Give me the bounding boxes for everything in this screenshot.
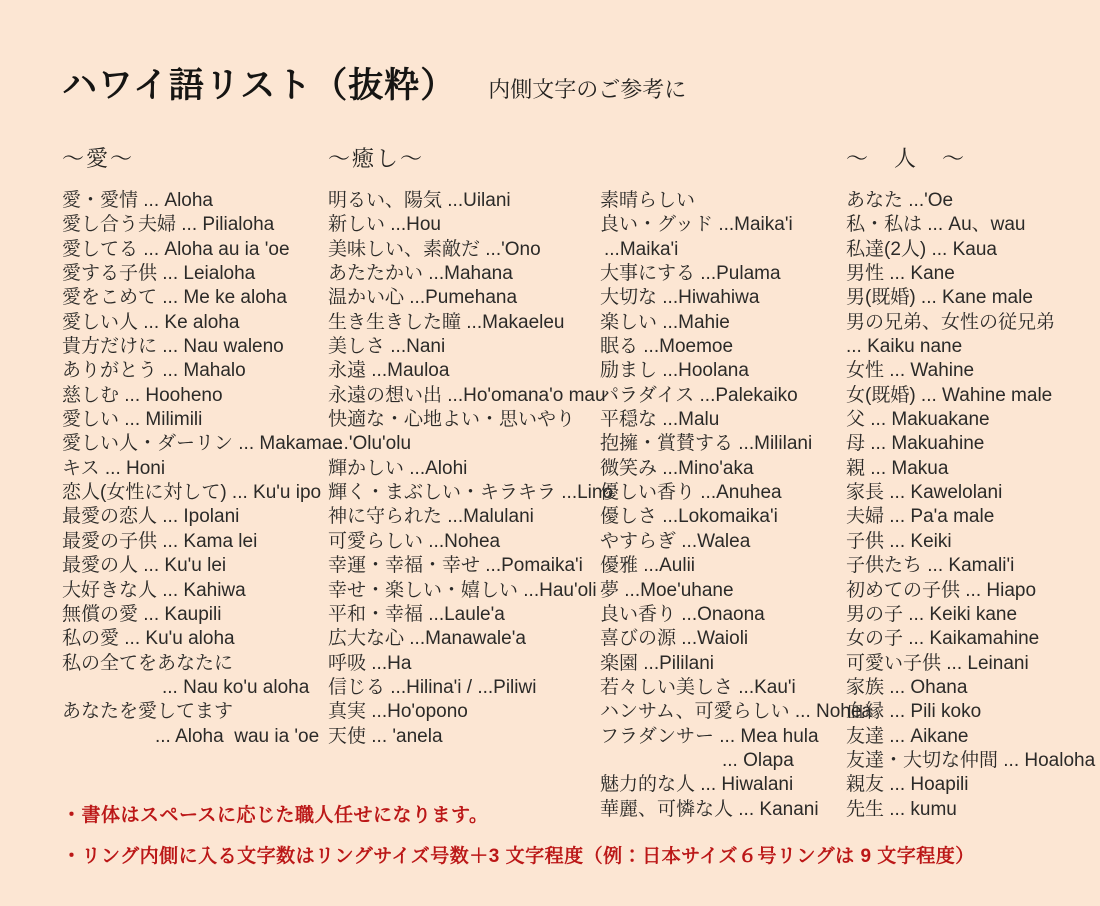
- word-column-healing: [328, 146, 613, 749]
- list-item: 信じる ...Hilina'i / ...Piliwi: [328, 676, 537, 698]
- list-item: 大切な ...Hiwahiwa: [600, 287, 760, 309]
- list-item: 可愛らしい ...Nohea: [328, 530, 501, 552]
- list-item: 最愛の恋人 ... Ipolani: [62, 506, 240, 528]
- list-item: 輝く・まぶしい・キラキラ ...Lino: [328, 482, 614, 504]
- list-item: 微笑み ...Mino'aka: [600, 457, 754, 479]
- list-item: 愛しい ... Milimili: [62, 409, 203, 431]
- list-item: 美味しい、素敵だ ...'Ono: [328, 238, 541, 260]
- title-bar: [62, 58, 686, 108]
- list-item: 女性 ... Wahine: [846, 360, 975, 382]
- list-item: 血縁 ... Pili koko: [846, 701, 982, 723]
- list-item: 幸せ・楽しい・嬉しい ...Hau'oli: [328, 579, 597, 601]
- list-item: 夢 ...Moe'uhane: [600, 579, 734, 601]
- list-item: 呼吸 ...Ha: [328, 652, 412, 674]
- column-header: [600, 146, 872, 172]
- list-item: 良い・グッド ...Maika'i: [600, 214, 793, 236]
- list-item: 平和・幸福 ...Laule'a: [328, 603, 505, 625]
- list-item: 家族 ... Ohana: [846, 676, 968, 698]
- list-item: 魅力的な人 ... Hiwalani: [600, 774, 794, 796]
- list-item: 子供たち ... Kamali'i: [846, 555, 1015, 577]
- column-header: 〜癒し〜: [328, 146, 425, 171]
- word-column-love: [62, 146, 343, 749]
- list-item: 幸運・幸福・幸せ ...Pomaika'i: [328, 555, 583, 577]
- list-item: 親 ... Makua: [846, 457, 949, 479]
- list-item: あなた ...'Oe: [846, 190, 954, 211]
- list-item: ハンサム、可愛らしい ... Nohea: [600, 701, 873, 723]
- list-item: 永遠 ...Mauloa: [328, 360, 450, 382]
- column-header: 〜愛〜: [62, 146, 135, 171]
- list-item: 愛しい人・ダーリン ... Makamae: [62, 433, 343, 455]
- list-item: 美しさ ...Nani: [328, 336, 446, 358]
- list-item: やすらぎ ...Walea: [600, 530, 751, 552]
- list-item: 輝かしい ...Alohi: [328, 457, 468, 479]
- column-header: 〜 人 〜: [846, 146, 967, 171]
- list-item: 華麗、可憐な人 ... Kanani: [600, 798, 819, 820]
- list-item: 母 ... Makuahine: [846, 433, 985, 455]
- list-item: ...'Olu'olu: [333, 433, 412, 455]
- list-item: 恋人(女性に対して) ... Ku'u ipo: [62, 482, 322, 504]
- list-item: 神に守られた ...Malulani: [328, 506, 534, 528]
- list-item: 快適な・心地よい・思いやり: [328, 409, 576, 431]
- list-item: 優雅 ...Aulii: [600, 555, 696, 577]
- list-item: 良い香り ...Onaona: [600, 603, 765, 625]
- list-item: 喜びの源 ...Waioli: [600, 628, 749, 650]
- list-item: キス ... Honi: [62, 457, 166, 479]
- list-item: 慈しむ ... Hooheno: [62, 384, 223, 406]
- list-item: 女(既婚) ... Wahine male: [846, 384, 1053, 406]
- list-item: 最愛の子供 ... Kama lei: [62, 530, 258, 552]
- list-item: 最愛の人 ... Ku'u lei: [62, 555, 227, 577]
- list-item: ... Kaiku nane: [846, 336, 963, 358]
- list-item: 友達 ... Aikane: [846, 725, 969, 747]
- list-item: 貴方だけに ... Nau waleno: [62, 336, 284, 358]
- page-subtitle: 内側文字のご参考に: [488, 77, 687, 102]
- list-item: 永遠の想い出 ...Ho'omana'o mau: [328, 384, 606, 406]
- list-item: 楽しい ...Mahie: [600, 311, 730, 333]
- list-item: 若々しい美しさ ...Kau'i: [600, 676, 796, 698]
- list-item: 大事にする ...Pulama: [600, 263, 781, 285]
- list-item: 大好きな人 ... Kahiwa: [62, 579, 246, 601]
- list-item: 父 ... Makuakane: [846, 409, 990, 431]
- list-item: 愛しい人 ... Ke aloha: [62, 311, 240, 333]
- page-title: ハワイ語リスト（抜粋）: [62, 66, 457, 105]
- list-item: 眠る ...Moemoe: [600, 336, 734, 358]
- list-item: 無償の愛 ... Kaupili: [62, 603, 222, 625]
- list-item: 愛する子供 ... Leialoha: [62, 263, 256, 285]
- list-item: フラダンサー ... Mea hula: [600, 725, 819, 747]
- list-item: 励まし ...Hoolana: [600, 360, 749, 382]
- list-item: 友達・大切な仲間 ... Hoaloha: [846, 749, 1096, 771]
- list-item: 私・私は ... Au、wau: [846, 214, 1026, 236]
- list-item: ... Nau ko'u aloha: [162, 676, 310, 698]
- list-item: 私の全てをあなたに: [62, 652, 234, 674]
- list-item: 楽園 ...Pililani: [600, 652, 715, 674]
- list-item: 夫婦 ... Pa'a male: [846, 506, 995, 528]
- list-item: 愛してる ... Aloha au ia 'oe: [62, 238, 290, 260]
- list-item: 真実 ...Ho'opono: [328, 701, 468, 723]
- list-item: 愛をこめて ... Me ke aloha: [62, 287, 287, 309]
- list-item: 親友 ... Hoapili: [846, 774, 969, 796]
- footer-note-font: ・書体はスペースに応じた職人任せになります。: [62, 805, 489, 826]
- list-item: 新しい ...Hou: [328, 214, 441, 236]
- list-item: 優しい香り ...Anuhea: [600, 482, 782, 504]
- list-item: 生き生きした瞳 ...Makaeleu: [328, 311, 565, 333]
- word-column-people: [846, 146, 1095, 822]
- list-item: 温かい心 ...Pumehana: [328, 287, 518, 309]
- list-item: 男(既婚) ... Kane male: [846, 287, 1033, 309]
- list-item: 優しさ ...Lokomaika'i: [600, 506, 778, 528]
- list-item: 平穏な ...Malu: [600, 409, 720, 431]
- list-item: パラダイス ...Palekaiko: [600, 384, 798, 406]
- list-item: 私の愛 ... Ku'u aloha: [62, 628, 235, 650]
- list-item: 広大な心 ...Manawale'a: [328, 628, 526, 650]
- list-item: ありがとう ... Mahalo: [62, 360, 246, 382]
- footer-note-char-count: ・リング内側に入る文字数はリングサイズ号数＋3 文字程度（例：日本サイズ６号リングは 9 文字程度）: [62, 846, 975, 867]
- list-item: 素晴らしい: [600, 190, 696, 211]
- list-item: 先生 ... kumu: [846, 798, 957, 820]
- list-item: 抱擁・賞賛する ...Mililani: [600, 433, 813, 455]
- list-item: 天使 ... 'anela: [328, 725, 443, 747]
- list-item: あなたを愛してます: [62, 701, 234, 723]
- list-item: 男の子 ... Keiki kane: [846, 603, 1018, 625]
- list-item: 男の兄弟、女性の従兄弟: [846, 311, 1056, 333]
- list-item: 子供 ... Keiki: [846, 530, 952, 552]
- list-item: 私達(2人) ... Kaua: [846, 238, 997, 260]
- list-item: ... Olapa: [722, 749, 794, 771]
- word-column-misc: [600, 146, 872, 822]
- list-item: 初めての子供 ... Hiapo: [846, 579, 1037, 601]
- list-item: あたたかい ...Mahana: [328, 263, 513, 285]
- list-item: 家長 ... Kawelolani: [846, 482, 1003, 504]
- list-item: 愛・愛情 ... Aloha: [62, 190, 213, 211]
- list-item: ... Aloha wau ia 'oe: [155, 725, 320, 747]
- list-item: 男性 ... Kane: [846, 263, 955, 285]
- list-item: ...Maika'i: [604, 238, 679, 260]
- list-item: 女の子 ... Kaikamahine: [846, 628, 1040, 650]
- list-item: 愛し合う夫婦 ... Pilialoha: [62, 214, 275, 236]
- list-item: 可愛い子供 ... Leinani: [846, 652, 1029, 674]
- list-item: 明るい、陽気 ...Uilani: [328, 190, 511, 211]
- footer-notes: [62, 804, 975, 886]
